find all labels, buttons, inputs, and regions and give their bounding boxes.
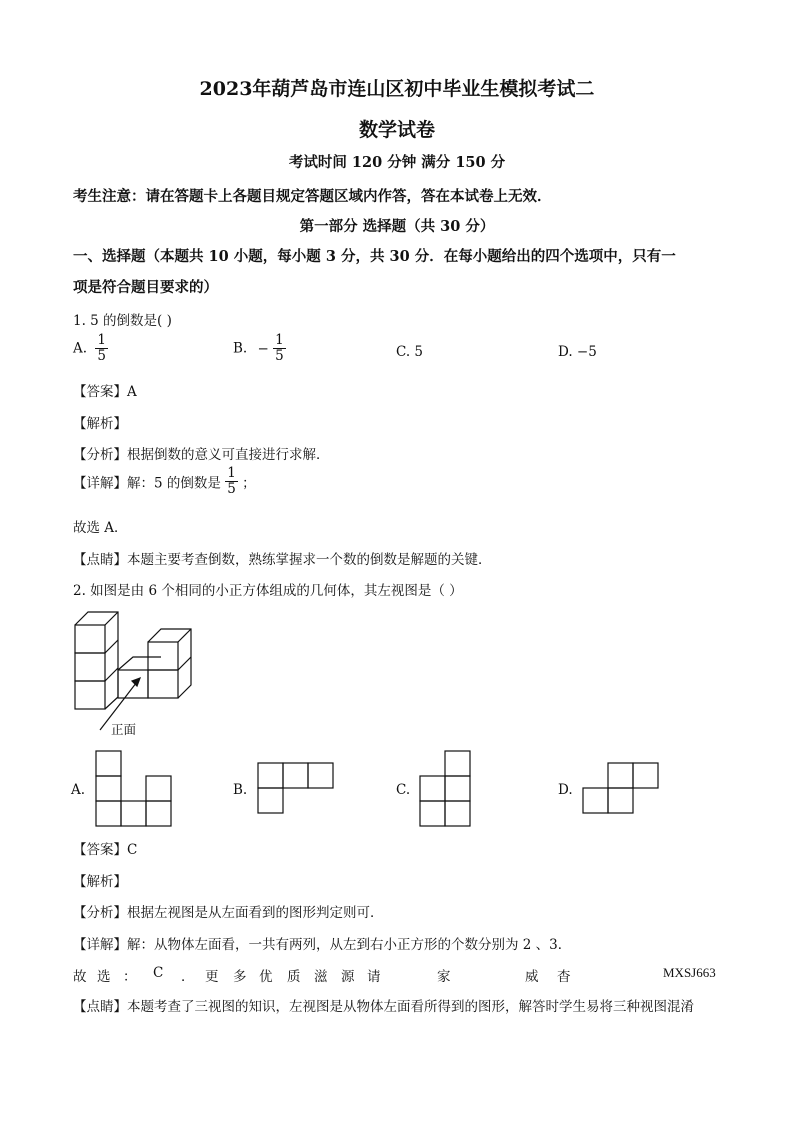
q1-option-b-sign: − (257, 340, 269, 357)
q2-choose-char: 优 (259, 969, 273, 985)
q1-dianjing: 【点睛】本题主要考查倒数，熟练掌握求一个数的倒数是解题的关键． (73, 552, 492, 568)
q2-choose-char: 多 (233, 969, 247, 985)
q2-analysis-heading: 【解析】 (73, 874, 127, 890)
q2-choose-char: 杳 (557, 969, 571, 985)
q1-option-c: C. 5 (396, 344, 424, 360)
q1-answer: 【答案】A (73, 384, 137, 400)
q2-option-a-label[interactable]: A. (71, 782, 86, 798)
q1-fenxi: 【分析】根据倒数的意义可直接进行求解． (73, 447, 330, 463)
q2-choose-char: 家 (437, 969, 451, 985)
q1-option-d: D. −5 (558, 344, 597, 360)
exam-subtitle: 数学试卷 (358, 119, 435, 141)
part-title: 第一部分 选择题（共 30 分） (299, 218, 495, 235)
q2-choose-char: 请 (367, 969, 381, 985)
q2-watermark-code: MXSJ663 (663, 965, 716, 980)
q1-xiangjie-end: ； (242, 475, 256, 492)
q2-choose-line (73, 965, 723, 983)
q2-answer: 【答案】C (73, 842, 138, 858)
q1-option-a-denominator: 5 (97, 348, 106, 364)
q1-xiangjie-text: 【详解】解：5 的倒数是 (73, 475, 221, 492)
q2-choose-char: 故 (73, 969, 87, 985)
exam-title: 2023年葫芦岛市连山区初中毕业生模拟考试二 (199, 78, 595, 100)
q2-option-d-label[interactable]: D. (558, 782, 573, 798)
q2-choose-char: ． (181, 969, 195, 985)
q2-choose-char: 质 (287, 969, 301, 985)
q1-option-a-numerator: 1 (97, 332, 106, 348)
q1-option-b-label: B. (233, 340, 248, 357)
q2-option-b-label[interactable]: B. (233, 782, 248, 798)
q1-choose: 故选 A． (73, 520, 128, 536)
exam-info: 考试时间 120 分钟 满分 150 分 (288, 154, 506, 171)
q2-dianjing: 【点睛】本题考查了三视图的知识，左视图是从物体左面看所得到的图形，解答时学生易将三种视图混淆 (73, 999, 694, 1015)
q2-choose-char: 源 (341, 969, 355, 985)
q1-stem: 1. 5 的倒数是( ) (73, 313, 172, 329)
section-heading-line2: 项是符合题目要求的） (73, 279, 218, 296)
q2-stem: 2. 如图是由 6 个相同的小正方体组成的几何体，其左视图是（ ） (73, 583, 463, 599)
q1-xiangjie-denominator: 5 (227, 481, 236, 497)
q2-choose-char: C (153, 965, 164, 981)
q1-xiangjie-numerator: 1 (227, 465, 236, 481)
section-heading-line1: 一、选择题（本题共 10 小题，每小题 3 分，共 30 分．在每小题给出的四个选项中，只有一 (73, 248, 676, 265)
q1-option-a-label: A. (73, 340, 88, 357)
q2-choose-char: 威 (525, 969, 539, 985)
q1-analysis-heading: 【解析】 (73, 416, 127, 432)
q2-choose-char: 更 (205, 969, 219, 985)
q2-front-label: 正面 (111, 722, 137, 737)
q1-option-b-numerator: 1 (275, 332, 284, 348)
q1-option-b-denominator: 5 (275, 348, 284, 364)
q2-choose-char: 滋 (314, 969, 328, 985)
q2-choose-char: 选 (97, 969, 111, 985)
q2-fenxi: 【分析】根据左视图是从左面看到的图形判定则可． (73, 905, 384, 921)
q2-option-c-label[interactable]: C. (396, 782, 411, 798)
q2-choose-char: ： (123, 969, 137, 985)
exam-notice: 考生注意：请在答题卡上各题目规定答题区域内作答，答在本试卷上无效． (73, 188, 552, 205)
q2-xiangjie: 【详解】解：从物体左面看，一共有两列，从左到右小正方形的个数分别为 2 、3． (73, 937, 572, 953)
